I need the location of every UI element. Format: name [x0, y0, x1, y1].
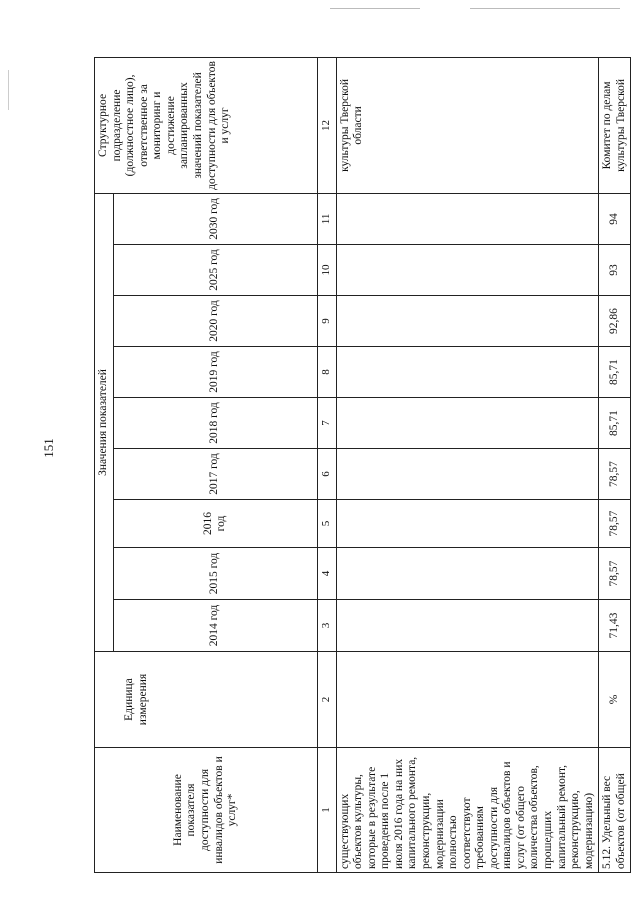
header-year: 2014 год: [113, 600, 317, 652]
value-cell: 85,71: [599, 347, 631, 398]
value-cell: 78,57: [599, 500, 631, 548]
value-cell: 93: [599, 245, 631, 296]
column-number: 7: [317, 398, 336, 449]
header-year: 2016 год: [113, 500, 317, 548]
value-cell: 78,57: [599, 548, 631, 600]
value-cell: [336, 245, 599, 296]
scan-edge-mark: [470, 8, 620, 9]
value-cell: [336, 296, 599, 347]
value-cell: 71,43: [599, 600, 631, 652]
responsible-cell: культуры Тверской области: [336, 57, 599, 193]
column-number: 4: [317, 548, 336, 600]
header-year: 2030 год: [113, 193, 317, 244]
header-values-group: Значения показателей: [95, 193, 114, 651]
column-number: 1: [317, 748, 336, 873]
header-year: 2019 год: [113, 347, 317, 398]
value-cell: 85,71: [599, 398, 631, 449]
value-cell: 94: [599, 193, 631, 244]
table-row: [336, 57, 599, 872]
indicator-name-cell: существующих объектов культуры, которые в результате проведения после 1 июля 2016 года на них капитального ремонта, реконструкции, модернизации полностью соответствуют требованиям доступности для инвалидов объектов и услуг (от общего количества объектов, прошедших капитальный ремонт, реконструкцию, модернизацию): [336, 748, 599, 873]
column-number: 5: [317, 500, 336, 548]
header-responsible: Структурное подразделение (должностное лицо), ответственное за мониторинг и достижение запланированных значений показателей доступности для объектов и услуг: [95, 57, 318, 193]
column-number: 11: [317, 193, 336, 244]
accessibility-indicators-table: [94, 57, 631, 873]
header-year: 2020 год: [113, 296, 317, 347]
value-cell: [336, 548, 599, 600]
table-row: [599, 57, 631, 872]
header-year: 2018 год: [113, 398, 317, 449]
scan-edge-mark: [330, 8, 420, 9]
column-number: 3: [317, 600, 336, 652]
unit-cell: [336, 652, 599, 748]
header-indicator-name: Наименование показателя доступности для инвалидов объектов и услуг*: [95, 748, 318, 873]
value-cell: [336, 449, 599, 500]
column-number: 8: [317, 347, 336, 398]
column-number: 12: [317, 57, 336, 193]
value-cell: 92,86: [599, 296, 631, 347]
value-cell: [336, 398, 599, 449]
value-cell: [336, 347, 599, 398]
indicator-name-cell: 5.12. Удельный вес объектов (от общей: [599, 748, 631, 873]
value-cell: [336, 600, 599, 652]
unit-cell: %: [599, 652, 631, 748]
column-number: 2: [317, 652, 336, 748]
value-cell: 78,57: [599, 449, 631, 500]
header-year: 2017 год: [113, 449, 317, 500]
rotated-table-page: [94, 58, 627, 873]
value-cell: [336, 500, 599, 548]
header-year: 2025 год: [113, 245, 317, 296]
value-cell: [336, 193, 599, 244]
column-number: 10: [317, 245, 336, 296]
page-number: 151: [41, 438, 56, 458]
header-year: 2015 год: [113, 548, 317, 600]
responsible-cell: Комитет по делам культуры Тверской: [599, 57, 631, 193]
scan-edge-mark: [8, 70, 9, 110]
column-number: 6: [317, 449, 336, 500]
header-unit: Единица измерения: [95, 652, 318, 748]
column-number: 9: [317, 296, 336, 347]
